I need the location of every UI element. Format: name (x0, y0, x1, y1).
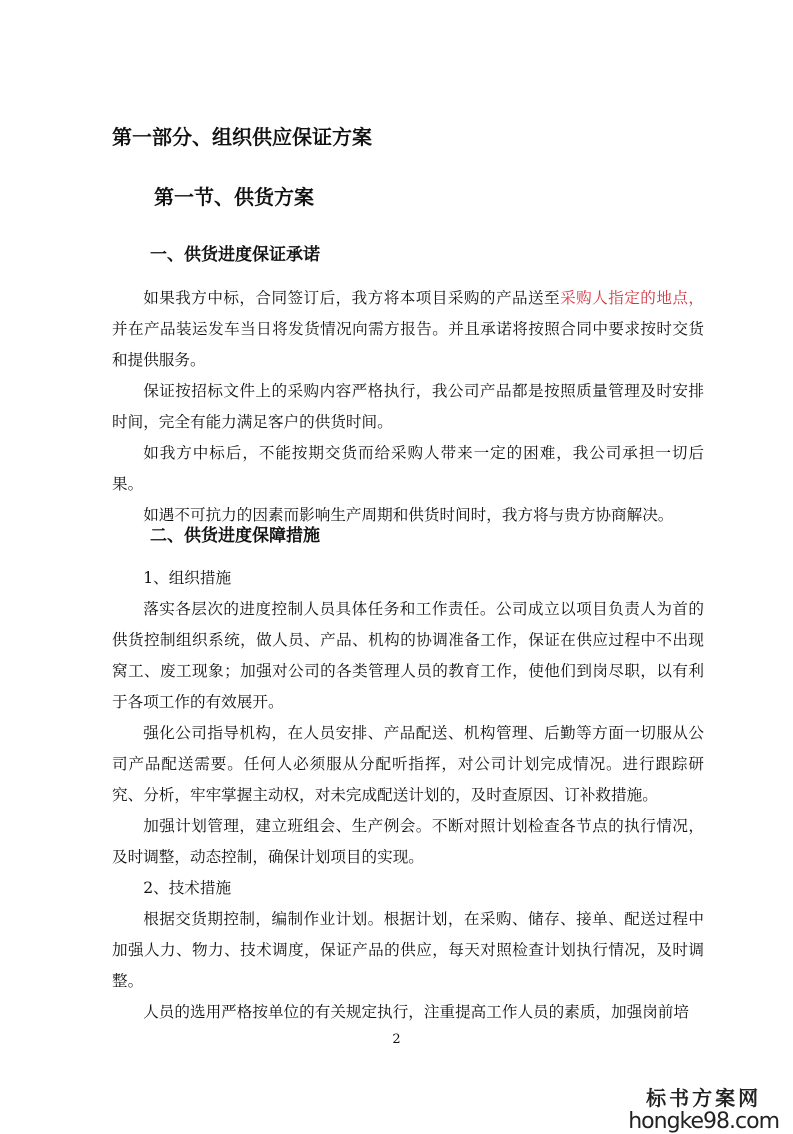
subheading-technical: 2、技术措施 (143, 879, 232, 897)
paragraph: 人员的选用严格按单位的有关规定执行，注重提高工作人员的素质，加强岗前培 (143, 1003, 689, 1021)
paragraph: 如我方中标后，不能按期交货而给采购人带来一定的困难，我公司承担一切后果。 (112, 444, 704, 493)
paragraph-text: 并在产品装运发车当日将发货情况向需方报告。并且承诺将按照合同中要求按时交货和提供服务。 (112, 320, 704, 369)
paragraph-text: 如果我方中标，合同签订后，我方将本项目采购的产品送至 (143, 289, 561, 307)
paragraph: 根据交货期控制，编制作业计划。根据计划，在采购、储存、接单、配送过程中加强人力、物力、技术调度，保证产品的供应，每天对照检查计划执行情况，及时调整。 (112, 910, 704, 990)
measures-body (112, 563, 704, 1028)
highlighted-text: 采购人指定的地点， (560, 289, 704, 307)
heading-supply-measures: 二、供货进度保障措施 (150, 526, 320, 546)
paragraph: 加强计划管理，建立班组会、生产例会。不断对照计划检查各节点的执行情况，及时调整，动态控制，确保计划项目的实现。 (112, 817, 704, 866)
page-number: 2 (392, 1032, 401, 1047)
paragraph: 强化公司指导机构，在人员安排、产品配送、机构管理、后勤等方面一切服从公司产品配送需要。任何人必须服从分配听指挥，对公司计划完成情况。进行跟踪研究、分析，牢牢掌握主动权，对未完成配送计划的，及时查原因、订补救措施。 (112, 724, 704, 804)
section-title: 第一节、供货方案 (154, 185, 314, 209)
watermark-logo (628, 1082, 779, 1133)
paragraph: 落实各层次的进度控制人员具体任务和工作责任。公司成立以项目负责人为首的供货控制组织系统，做人员、产品、机构的协调准备工作，保证在供应过程中不出现窝工、废工现象；加强对公司的各类管理人员的教育工作，使他们到岗尽职，以有利于各项工作的有效展开。 (112, 600, 704, 711)
watermark-en: hongke98.com (628, 1109, 779, 1134)
subheading-organization: 1、组织措施 (143, 569, 232, 587)
watermark-cn: 标书方案网 (646, 1086, 762, 1110)
paragraph (112, 283, 704, 376)
part-title: 第一部分、组织供应保证方案 (112, 125, 372, 149)
paragraph: 保证按招标文件上的采购内容严格执行，我公司产品都是按照质量管理及时安排时间，完全有能力满足客户的供货时间。 (112, 382, 704, 431)
heading-supply-commitment: 一、供货进度保证承诺 (150, 245, 320, 265)
paragraph: 如遇不可抗力的因素而影响生产周期和供货时间时，我方将与贵方协商解决。 (143, 506, 674, 524)
commitment-body (112, 283, 704, 531)
